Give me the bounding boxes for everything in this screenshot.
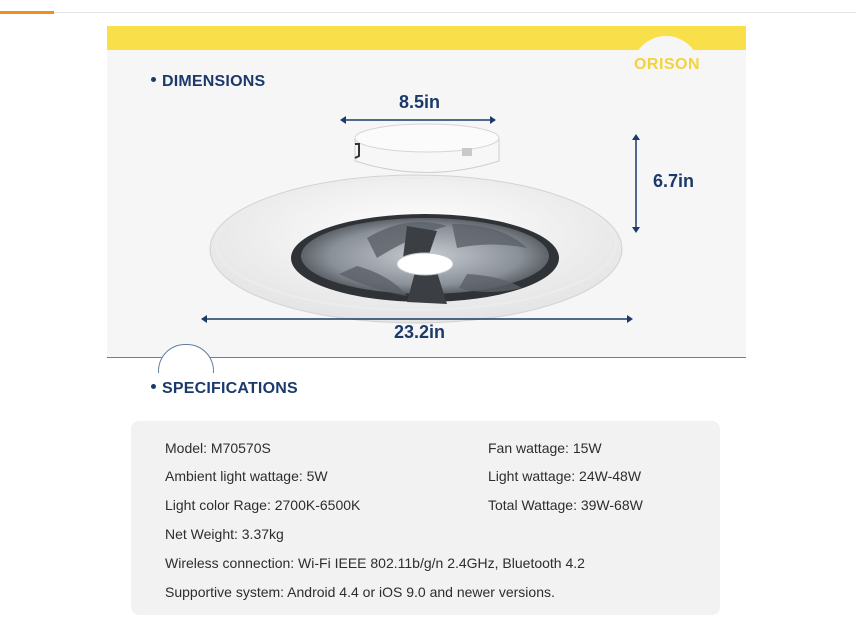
width-label: 8.5in	[399, 92, 441, 112]
spec-model: Model: M70570S	[165, 440, 271, 456]
spec-net-weight: Net Weight: 3.37kg	[165, 526, 284, 542]
spec-wireless: Wireless connection: Wi-Fi IEEE 802.11b/g/n 2.4GHz, Bluetooth 4.2	[165, 555, 585, 571]
diameter-label: 23.2in	[394, 322, 446, 342]
spec-light-wattage: Light wattage: 24W-48W	[488, 468, 642, 484]
brand-logo: ORISON	[633, 56, 701, 73]
top-divider	[0, 12, 856, 13]
bullet-icon	[151, 384, 156, 389]
top-accent-bar	[0, 11, 54, 14]
spec-light-color: Light color Rage: 2700K-6500K	[165, 497, 361, 513]
specifications-heading: SPECIFICATIONS	[151, 380, 298, 398]
dimensions-heading: DIMENSIONS	[151, 73, 265, 91]
spec-fan-wattage: Fan wattage: 15W	[488, 440, 602, 456]
spec-ambient-light: Ambient light wattage: 5W	[165, 468, 328, 484]
height-label: 6.7in	[653, 171, 695, 191]
spec-total-wattage: Total Wattage: 39W-68W	[488, 497, 643, 513]
dimensions-panel	[107, 26, 746, 358]
ceiling-fan-illustration	[107, 26, 746, 358]
spec-system: Supportive system: Android 4.4 or iOS 9.0 and newer versions.	[165, 584, 555, 600]
